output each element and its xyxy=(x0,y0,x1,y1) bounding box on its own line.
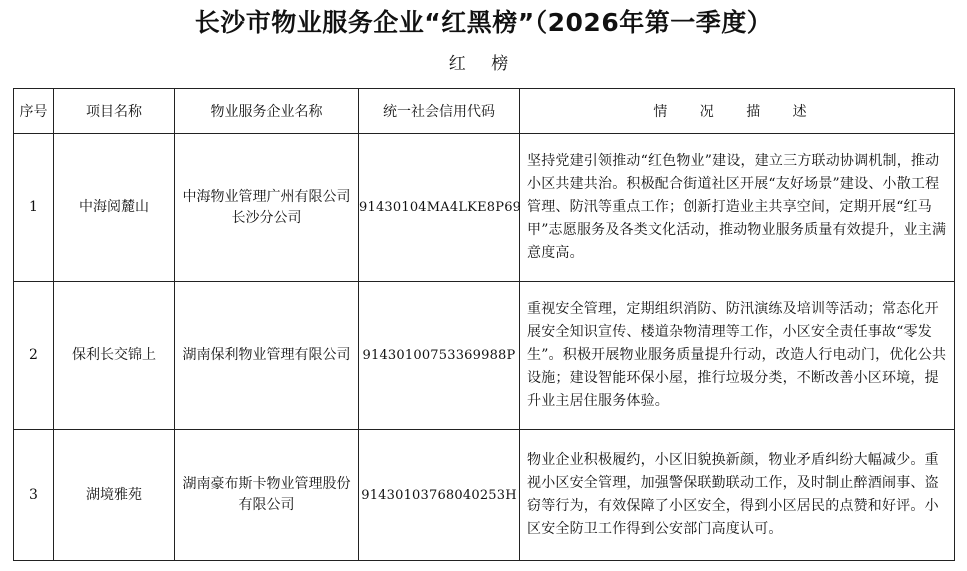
row-company-name: 湖南豪布斯卡物业管理股份有限公司 xyxy=(175,430,359,561)
column-header-description: 情 况 描 述 xyxy=(520,89,955,134)
row-project-name: 湖境雅苑 xyxy=(54,430,175,561)
row-description: 坚持党建引领推动“红色物业”建设，建立三方联动协调机制，推动小区共建共治。积极配合街道社区开展“友好场景”建设、小散工程管理、防汛等重点工作；创新打造业主共享空间，定期开展“红马甲”志愿服务及各类文化活动，推动物业服务质量有效提升，业主满意度高。 xyxy=(520,134,955,282)
table-row xyxy=(14,134,955,282)
column-header-credit-code: 统一社会信用代码 xyxy=(359,89,520,134)
table-row xyxy=(14,430,955,561)
row-index: 2 xyxy=(14,282,54,430)
row-company-name: 湖南保利物业管理有限公司 xyxy=(175,282,359,430)
row-project-name: 中海阅麓山 xyxy=(54,134,175,282)
table-row xyxy=(14,282,955,430)
table-header-row xyxy=(14,89,955,134)
row-index: 3 xyxy=(14,430,54,561)
red-list-table xyxy=(13,88,955,561)
row-credit-code: 91430104MA4LKE8P69 xyxy=(359,134,520,282)
column-header-company: 物业服务企业名称 xyxy=(175,89,359,134)
row-index: 1 xyxy=(14,134,54,282)
list-subtitle: 红 榜 xyxy=(448,54,519,74)
row-description: 物业企业积极履约，小区旧貌换新颜，物业矛盾纠纷大幅减少。重视小区安全管理，加强警保联勤联动工作，及时制止醉酒闹事、盗窃等行为，有效保障了小区安全，得到小区居民的点赞和好评。小区安全防卫工作得到公安部门高度认可。 xyxy=(520,430,955,561)
column-header-index: 序号 xyxy=(14,89,54,134)
column-header-project: 项目名称 xyxy=(54,89,175,134)
row-company-name: 中海物业管理广州有限公司长沙分公司 xyxy=(175,134,359,282)
row-credit-code: 91430103768040253H xyxy=(359,430,520,561)
row-description: 重视安全管理，定期组织消防、防汛演练及培训等活动；常态化开展安全知识宣传、楼道杂物清理等工作，小区安全责任事故“零发生”。积极开展物业服务质量提升行动，改造人行电动门，优化公共设施；建设智能环保小屋，推行垃圾分类，不断改善小区环境，提升业主居住服务体验。 xyxy=(520,282,955,430)
row-project-name: 保利长交锦上 xyxy=(54,282,175,430)
row-credit-code: 91430100753369988P xyxy=(359,282,520,430)
page-title: 长沙市物业服务企业“红黑榜”（2026年第一季度） xyxy=(194,8,773,37)
